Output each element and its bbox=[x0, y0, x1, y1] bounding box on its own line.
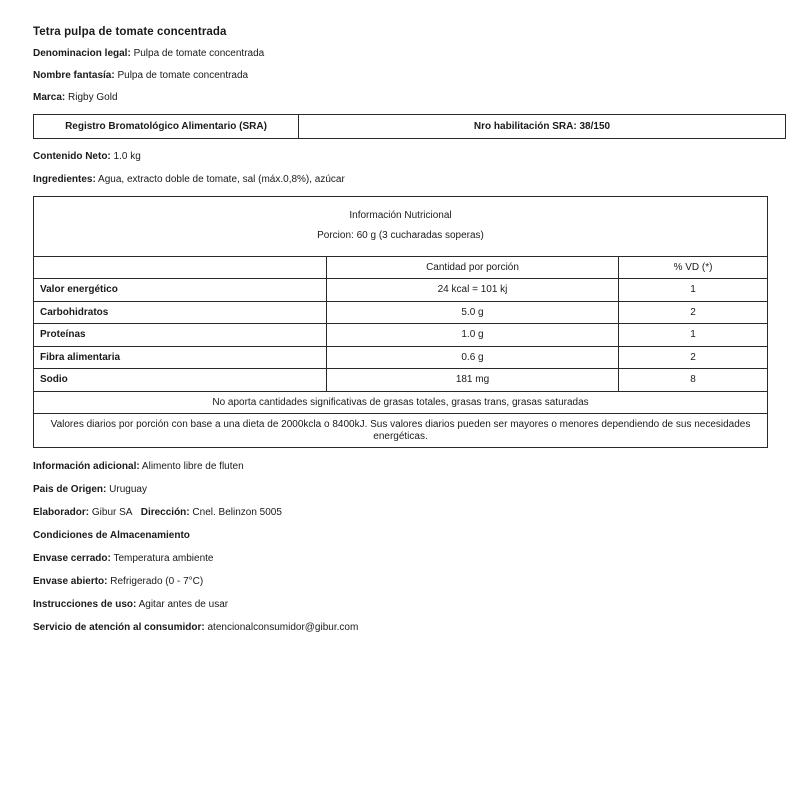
nutrition-header-cell bbox=[34, 196, 768, 256]
field-denominacion-legal-value: Pulpa de tomate concentrada bbox=[133, 47, 265, 59]
field-informacion-adicional-label: Información adicional: bbox=[33, 461, 140, 473]
field-marca-value: Rigby Gold bbox=[68, 91, 118, 103]
column-header-amount: Cantidad por porción bbox=[327, 256, 619, 279]
field-informacion-adicional bbox=[33, 461, 767, 472]
field-envase-cerrado-label: Envase cerrado: bbox=[33, 553, 111, 565]
nutrition-header-row bbox=[34, 196, 768, 256]
field-servicio-consumidor-label: Servicio de atención al consumidor: bbox=[33, 622, 205, 634]
nutrition-facts-table bbox=[33, 196, 768, 449]
field-ingredientes bbox=[33, 174, 767, 185]
field-contenido-neto-label: Contenido Neto: bbox=[33, 150, 111, 162]
nutrient-name: Sodio bbox=[34, 369, 327, 392]
nutrition-footnote-1: No aporta cantidades significativas de grasas totales, grasas trans, grasas saturadas bbox=[34, 391, 768, 414]
registration-number-cell: Nro habilitación SRA: 38/150 bbox=[299, 114, 786, 138]
table-row bbox=[34, 279, 768, 302]
storage-conditions-heading-label: Condiciones de Almacenamiento bbox=[33, 530, 190, 542]
nutrient-amount: 0.6 g bbox=[327, 346, 619, 369]
table-row bbox=[34, 346, 768, 369]
field-ingredientes-label: Ingredientes: bbox=[33, 173, 96, 185]
field-contenido-neto-value: 1.0 kg bbox=[113, 150, 141, 162]
field-servicio-consumidor bbox=[33, 622, 767, 633]
table-row bbox=[34, 301, 768, 324]
nutrient-amount: 5.0 g bbox=[327, 301, 619, 324]
storage-conditions-heading bbox=[33, 530, 767, 541]
nutrition-footnote-2: Valores diarios por porción con base a una dieta de 2000kcla o 8400kJ. Sus valores diarios pueden ser mayores o menores dependiendo de sus necesidades energéticas. bbox=[34, 414, 768, 448]
registration-table bbox=[33, 114, 786, 139]
field-informacion-adicional-value: Alimento libre de fluten bbox=[141, 461, 244, 473]
nutrition-column-header-row bbox=[34, 256, 768, 279]
column-header-blank bbox=[34, 256, 327, 279]
field-marca bbox=[33, 92, 767, 103]
nutrient-vd: 2 bbox=[619, 346, 768, 369]
field-direccion-value: Cnel. Belinzon 5005 bbox=[192, 507, 282, 519]
table-row bbox=[34, 369, 768, 392]
column-header-vd: % VD (*) bbox=[619, 256, 768, 279]
field-direccion-label: Dirección: bbox=[140, 507, 190, 519]
nutrient-vd: 1 bbox=[619, 324, 768, 347]
nutrient-amount: 181 mg bbox=[327, 369, 619, 392]
field-denominacion-legal-label: Denominacion legal: bbox=[33, 47, 131, 59]
nutrient-vd: 2 bbox=[619, 301, 768, 324]
field-elaborador bbox=[33, 507, 767, 518]
field-elaborador-value: Gibur SA bbox=[91, 507, 132, 519]
field-nombre-fantasia-label: Nombre fantasía: bbox=[33, 69, 115, 81]
additional-information-section bbox=[33, 461, 767, 633]
field-pais-origen-value: Uruguay bbox=[109, 484, 147, 496]
nutrient-name: Valor energético bbox=[34, 279, 327, 302]
field-instrucciones-uso-value: Agitar antes de usar bbox=[138, 599, 229, 611]
field-nombre-fantasia-value: Pulpa de tomate concentrada bbox=[117, 69, 249, 81]
field-envase-abierto bbox=[33, 576, 767, 587]
table-row bbox=[34, 114, 786, 138]
nutrient-amount: 24 kcal = 101 kj bbox=[327, 279, 619, 302]
nutrient-vd: 1 bbox=[619, 279, 768, 302]
registration-authority-cell: Registro Bromatológico Alimentario (SRA) bbox=[34, 114, 299, 138]
nutrient-vd: 8 bbox=[619, 369, 768, 392]
page-title: Tetra pulpa de tomate concentrada bbox=[33, 26, 227, 38]
field-envase-cerrado-value: Temperatura ambiente bbox=[113, 553, 214, 565]
field-pais-origen-label: Pais de Origen: bbox=[33, 484, 107, 496]
field-pais-origen bbox=[33, 484, 767, 495]
nutrition-portion: Porcion: 60 g (3 cucharadas soperas) bbox=[317, 230, 484, 242]
field-envase-abierto-label: Envase abierto: bbox=[33, 576, 108, 588]
field-ingredientes-value: Agua, extracto doble de tomate, sal (máx.0,8%), azúcar bbox=[98, 173, 345, 185]
nutrition-footnote-row-2 bbox=[34, 414, 768, 448]
nutrition-footnote-row-1 bbox=[34, 391, 768, 414]
field-elaborador-label: Elaborador: bbox=[33, 507, 90, 519]
field-marca-label: Marca: bbox=[33, 91, 66, 103]
nutrient-amount: 1.0 g bbox=[327, 324, 619, 347]
nutrient-name: Proteínas bbox=[34, 324, 327, 347]
field-servicio-consumidor-value: atencionalconsumidor@gibur.com bbox=[207, 622, 359, 634]
nutrient-name: Fibra alimentaria bbox=[34, 346, 327, 369]
table-row bbox=[34, 324, 768, 347]
field-contenido-neto bbox=[33, 151, 767, 162]
nutrient-name: Carbohidratos bbox=[34, 301, 327, 324]
nutrition-heading: Información Nutricional bbox=[349, 209, 452, 221]
field-denominacion-legal bbox=[33, 48, 767, 59]
field-envase-abierto-value: Refrigerado (0 - 7°C) bbox=[110, 576, 204, 588]
field-instrucciones-uso bbox=[33, 599, 767, 610]
field-envase-cerrado bbox=[33, 553, 767, 564]
field-instrucciones-uso-label: Instrucciones de uso: bbox=[33, 599, 137, 611]
field-nombre-fantasia bbox=[33, 70, 767, 81]
